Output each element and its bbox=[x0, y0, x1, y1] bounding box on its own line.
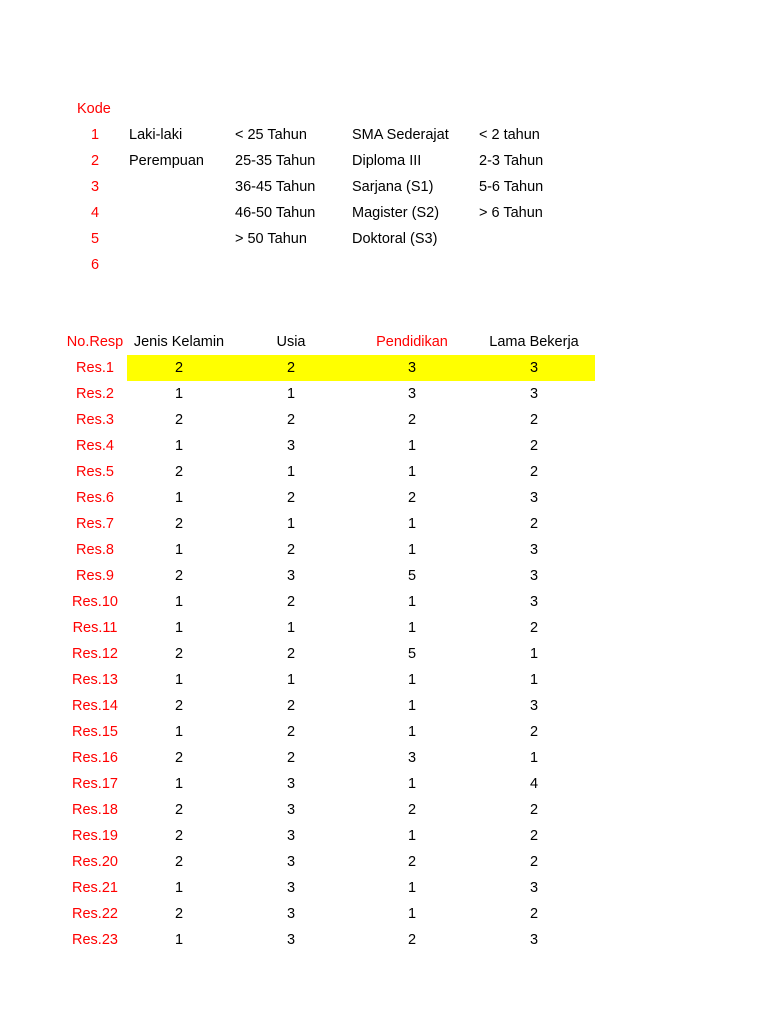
pendidikan-cell[interactable]: 1 bbox=[407, 464, 417, 480]
respondent-id[interactable]: Res.17 bbox=[72, 776, 118, 792]
code-legend-tenure: 2-3 Tahun bbox=[479, 153, 544, 169]
code-legend-age: 25-35 Tahun bbox=[235, 153, 316, 169]
header-pendidikan[interactable]: Pendidikan bbox=[376, 334, 448, 350]
usia-cell[interactable]: 1 bbox=[286, 672, 296, 688]
usia-cell[interactable]: 2 bbox=[286, 698, 296, 714]
code-legend-row bbox=[0, 252, 768, 278]
code-legend-education: Sarjana (S1) bbox=[352, 179, 434, 195]
pendidikan-cell[interactable]: 3 bbox=[407, 750, 417, 766]
jenis-kelamin-cell[interactable]: 1 bbox=[174, 438, 184, 454]
lama-bekerja-cell[interactable]: 3 bbox=[529, 490, 539, 506]
header-usia[interactable]: Usia bbox=[276, 334, 306, 350]
table-row[interactable] bbox=[0, 693, 768, 719]
code-legend-title: Kode bbox=[77, 101, 111, 117]
respondent-id[interactable]: Res.16 bbox=[72, 750, 118, 766]
pendidikan-cell[interactable]: 1 bbox=[407, 672, 417, 688]
table-row[interactable] bbox=[0, 901, 768, 927]
respondent-id[interactable]: Res.20 bbox=[72, 854, 118, 870]
pendidikan-cell[interactable]: 3 bbox=[407, 386, 417, 402]
table-row[interactable] bbox=[0, 563, 768, 589]
lama-bekerja-cell[interactable]: 2 bbox=[529, 724, 539, 740]
respondent-id[interactable]: Res.9 bbox=[76, 568, 114, 584]
respondent-id[interactable]: Res.14 bbox=[72, 698, 118, 714]
table-row[interactable] bbox=[0, 407, 768, 433]
jenis-kelamin-cell[interactable]: 2 bbox=[174, 854, 184, 870]
pendidikan-cell[interactable]: 1 bbox=[407, 906, 417, 922]
respondent-id[interactable]: Res.6 bbox=[76, 490, 114, 506]
code-legend-code: 6 bbox=[90, 257, 100, 273]
code-legend-age: > 50 Tahun bbox=[235, 231, 307, 247]
code-legend-tenure: > 6 Tahun bbox=[479, 205, 543, 221]
jenis-kelamin-cell[interactable]: 1 bbox=[174, 880, 184, 896]
usia-cell[interactable]: 2 bbox=[286, 724, 296, 740]
lama-bekerja-cell[interactable]: 2 bbox=[529, 464, 539, 480]
jenis-kelamin-cell[interactable]: 1 bbox=[174, 672, 184, 688]
pendidikan-cell[interactable]: 1 bbox=[407, 698, 417, 714]
jenis-kelamin-cell[interactable]: 1 bbox=[174, 932, 184, 948]
pendidikan-cell[interactable]: 5 bbox=[407, 646, 417, 662]
usia-cell[interactable]: 3 bbox=[286, 880, 296, 896]
respondent-id[interactable]: Res.11 bbox=[72, 620, 118, 636]
code-legend-row bbox=[0, 122, 768, 148]
lama-bekerja-cell[interactable]: 3 bbox=[529, 360, 539, 376]
table-row[interactable] bbox=[0, 485, 768, 511]
pendidikan-cell[interactable]: 1 bbox=[407, 438, 417, 454]
respondent-id[interactable]: Res.8 bbox=[76, 542, 114, 558]
jenis-kelamin-cell[interactable]: 2 bbox=[174, 568, 184, 584]
code-legend-education: Diploma III bbox=[352, 153, 422, 169]
table-row[interactable] bbox=[0, 433, 768, 459]
code-legend-age: < 25 Tahun bbox=[235, 127, 307, 143]
jenis-kelamin-cell[interactable]: 1 bbox=[174, 594, 184, 610]
code-legend-age: 36-45 Tahun bbox=[235, 179, 316, 195]
code-legend-tenure: < 2 tahun bbox=[479, 127, 540, 143]
jenis-kelamin-cell[interactable]: 2 bbox=[174, 906, 184, 922]
usia-cell[interactable]: 2 bbox=[286, 750, 296, 766]
code-legend-code: 4 bbox=[90, 205, 100, 221]
table-row[interactable] bbox=[0, 745, 768, 771]
usia-cell[interactable]: 2 bbox=[286, 490, 296, 506]
respondent-id[interactable]: Res.10 bbox=[72, 594, 118, 610]
code-legend-code: 5 bbox=[90, 231, 100, 247]
code-legend-gender: Perempuan bbox=[129, 153, 204, 169]
code-legend-title-row bbox=[0, 96, 768, 122]
respondent-id[interactable]: Res.7 bbox=[76, 516, 114, 532]
code-legend-code: 2 bbox=[90, 153, 100, 169]
respondent-id[interactable]: Res.23 bbox=[72, 932, 118, 948]
pendidikan-cell[interactable]: 2 bbox=[407, 854, 417, 870]
jenis-kelamin-cell[interactable]: 2 bbox=[174, 698, 184, 714]
jenis-kelamin-cell[interactable]: 2 bbox=[174, 646, 184, 662]
code-legend-gender: Laki-laki bbox=[129, 127, 183, 143]
respondent-id[interactable]: Res.13 bbox=[72, 672, 118, 688]
lama-bekerja-cell[interactable]: 1 bbox=[529, 750, 539, 766]
lama-bekerja-cell[interactable]: 2 bbox=[529, 516, 539, 532]
lama-bekerja-cell[interactable]: 3 bbox=[529, 880, 539, 896]
respondent-id[interactable]: Res.12 bbox=[72, 646, 118, 662]
lama-bekerja-cell[interactable]: 4 bbox=[529, 776, 539, 792]
pendidikan-cell[interactable]: 1 bbox=[407, 776, 417, 792]
code-legend-row bbox=[0, 200, 768, 226]
jenis-kelamin-cell[interactable]: 2 bbox=[174, 516, 184, 532]
pendidikan-cell[interactable]: 2 bbox=[407, 802, 417, 818]
code-legend-education: Doktoral (S3) bbox=[352, 231, 438, 247]
jenis-kelamin-cell[interactable]: 2 bbox=[174, 464, 184, 480]
code-legend-row bbox=[0, 174, 768, 200]
usia-cell[interactable]: 3 bbox=[286, 828, 296, 844]
pendidikan-cell[interactable]: 1 bbox=[407, 620, 417, 636]
table-row[interactable] bbox=[0, 641, 768, 667]
respondent-id[interactable]: Res.15 bbox=[72, 724, 118, 740]
lama-bekerja-cell[interactable]: 2 bbox=[529, 828, 539, 844]
jenis-kelamin-cell[interactable]: 1 bbox=[174, 386, 184, 402]
table-row[interactable] bbox=[0, 589, 768, 615]
table-header-row bbox=[0, 329, 768, 355]
jenis-kelamin-cell[interactable]: 1 bbox=[174, 620, 184, 636]
jenis-kelamin-cell[interactable]: 2 bbox=[174, 750, 184, 766]
usia-cell[interactable]: 3 bbox=[286, 802, 296, 818]
table-row[interactable] bbox=[0, 615, 768, 641]
code-legend-row bbox=[0, 226, 768, 252]
jenis-kelamin-cell[interactable]: 2 bbox=[174, 802, 184, 818]
lama-bekerja-cell[interactable]: 2 bbox=[529, 620, 539, 636]
jenis-kelamin-cell[interactable]: 1 bbox=[174, 490, 184, 506]
lama-bekerja-cell[interactable]: 3 bbox=[529, 932, 539, 948]
jenis-kelamin-cell[interactable]: 1 bbox=[174, 542, 184, 558]
pendidikan-cell[interactable]: 1 bbox=[407, 516, 417, 532]
lama-bekerja-cell[interactable]: 3 bbox=[529, 568, 539, 584]
respondent-id[interactable]: Res.2 bbox=[76, 386, 114, 402]
usia-cell[interactable]: 2 bbox=[286, 646, 296, 662]
usia-cell[interactable]: 3 bbox=[286, 776, 296, 792]
table-row[interactable] bbox=[0, 511, 768, 537]
table-row[interactable] bbox=[0, 719, 768, 745]
lama-bekerja-cell[interactable]: 3 bbox=[529, 698, 539, 714]
respondent-id[interactable]: Res.4 bbox=[76, 438, 114, 454]
jenis-kelamin-cell[interactable]: 1 bbox=[174, 776, 184, 792]
header-lama-bekerja[interactable]: Lama Bekerja bbox=[489, 334, 579, 350]
lama-bekerja-cell[interactable]: 3 bbox=[529, 386, 539, 402]
usia-cell[interactable]: 2 bbox=[286, 360, 296, 376]
table-row[interactable] bbox=[0, 849, 768, 875]
respondent-id[interactable]: Res.19 bbox=[72, 828, 118, 844]
code-legend-education: Magister (S2) bbox=[352, 205, 440, 221]
header-jenis-kelamin[interactable]: Jenis Kelamin bbox=[133, 334, 225, 350]
jenis-kelamin-cell[interactable]: 2 bbox=[174, 360, 184, 376]
code-legend-code: 1 bbox=[90, 127, 100, 143]
lama-bekerja-cell[interactable]: 1 bbox=[529, 646, 539, 662]
respondent-id[interactable]: Res.22 bbox=[72, 906, 118, 922]
jenis-kelamin-cell[interactable]: 2 bbox=[174, 412, 184, 428]
usia-cell[interactable]: 3 bbox=[286, 438, 296, 454]
respondent-id[interactable]: Res.5 bbox=[76, 464, 114, 480]
usia-cell[interactable]: 1 bbox=[286, 620, 296, 636]
jenis-kelamin-cell[interactable]: 2 bbox=[174, 828, 184, 844]
header-no-resp[interactable]: No.Resp bbox=[66, 334, 124, 350]
usia-cell[interactable]: 2 bbox=[286, 412, 296, 428]
table-row[interactable] bbox=[0, 823, 768, 849]
lama-bekerja-cell[interactable]: 2 bbox=[529, 906, 539, 922]
usia-cell[interactable]: 1 bbox=[286, 386, 296, 402]
code-legend-education: SMA Sederajat bbox=[352, 127, 449, 143]
jenis-kelamin-cell[interactable]: 1 bbox=[174, 724, 184, 740]
pendidikan-cell[interactable]: 2 bbox=[407, 412, 417, 428]
lama-bekerja-cell[interactable]: 2 bbox=[529, 854, 539, 870]
respondent-id[interactable]: Res.21 bbox=[72, 880, 118, 896]
usia-cell[interactable]: 1 bbox=[286, 464, 296, 480]
usia-cell[interactable]: 3 bbox=[286, 932, 296, 948]
pendidikan-cell[interactable]: 1 bbox=[407, 542, 417, 558]
code-legend-row bbox=[0, 148, 768, 174]
usia-cell[interactable]: 1 bbox=[286, 516, 296, 532]
usia-cell[interactable]: 3 bbox=[286, 854, 296, 870]
pendidikan-cell[interactable]: 2 bbox=[407, 932, 417, 948]
lama-bekerja-cell[interactable]: 3 bbox=[529, 542, 539, 558]
pendidikan-cell[interactable]: 1 bbox=[407, 828, 417, 844]
table-row[interactable] bbox=[0, 381, 768, 407]
table-row[interactable] bbox=[0, 355, 768, 381]
table-row[interactable] bbox=[0, 875, 768, 901]
code-legend-code: 3 bbox=[90, 179, 100, 195]
table-row[interactable] bbox=[0, 927, 768, 953]
usia-cell[interactable]: 3 bbox=[286, 568, 296, 584]
pendidikan-cell[interactable]: 1 bbox=[407, 724, 417, 740]
lama-bekerja-cell[interactable]: 2 bbox=[529, 438, 539, 454]
respondent-id[interactable]: Res.18 bbox=[72, 802, 118, 818]
respondent-id[interactable]: Res.3 bbox=[76, 412, 114, 428]
pendidikan-cell[interactable]: 3 bbox=[407, 360, 417, 376]
pendidikan-cell[interactable]: 1 bbox=[407, 594, 417, 610]
code-legend-age: 46-50 Tahun bbox=[235, 205, 316, 221]
pendidikan-cell[interactable]: 2 bbox=[407, 490, 417, 506]
lama-bekerja-cell[interactable]: 3 bbox=[529, 594, 539, 610]
usia-cell[interactable]: 2 bbox=[286, 542, 296, 558]
respondent-id[interactable]: Res.1 bbox=[76, 360, 114, 376]
table-row[interactable] bbox=[0, 771, 768, 797]
table-row[interactable] bbox=[0, 537, 768, 563]
usia-cell[interactable]: 2 bbox=[286, 594, 296, 610]
lama-bekerja-cell[interactable]: 2 bbox=[529, 802, 539, 818]
lama-bekerja-cell[interactable]: 2 bbox=[529, 412, 539, 428]
table-row[interactable] bbox=[0, 459, 768, 485]
usia-cell[interactable]: 3 bbox=[286, 906, 296, 922]
table-row[interactable] bbox=[0, 797, 768, 823]
lama-bekerja-cell[interactable]: 1 bbox=[529, 672, 539, 688]
code-legend-tenure: 5-6 Tahun bbox=[479, 179, 544, 195]
table-row[interactable] bbox=[0, 667, 768, 693]
pendidikan-cell[interactable]: 1 bbox=[407, 880, 417, 896]
pendidikan-cell[interactable]: 5 bbox=[407, 568, 417, 584]
